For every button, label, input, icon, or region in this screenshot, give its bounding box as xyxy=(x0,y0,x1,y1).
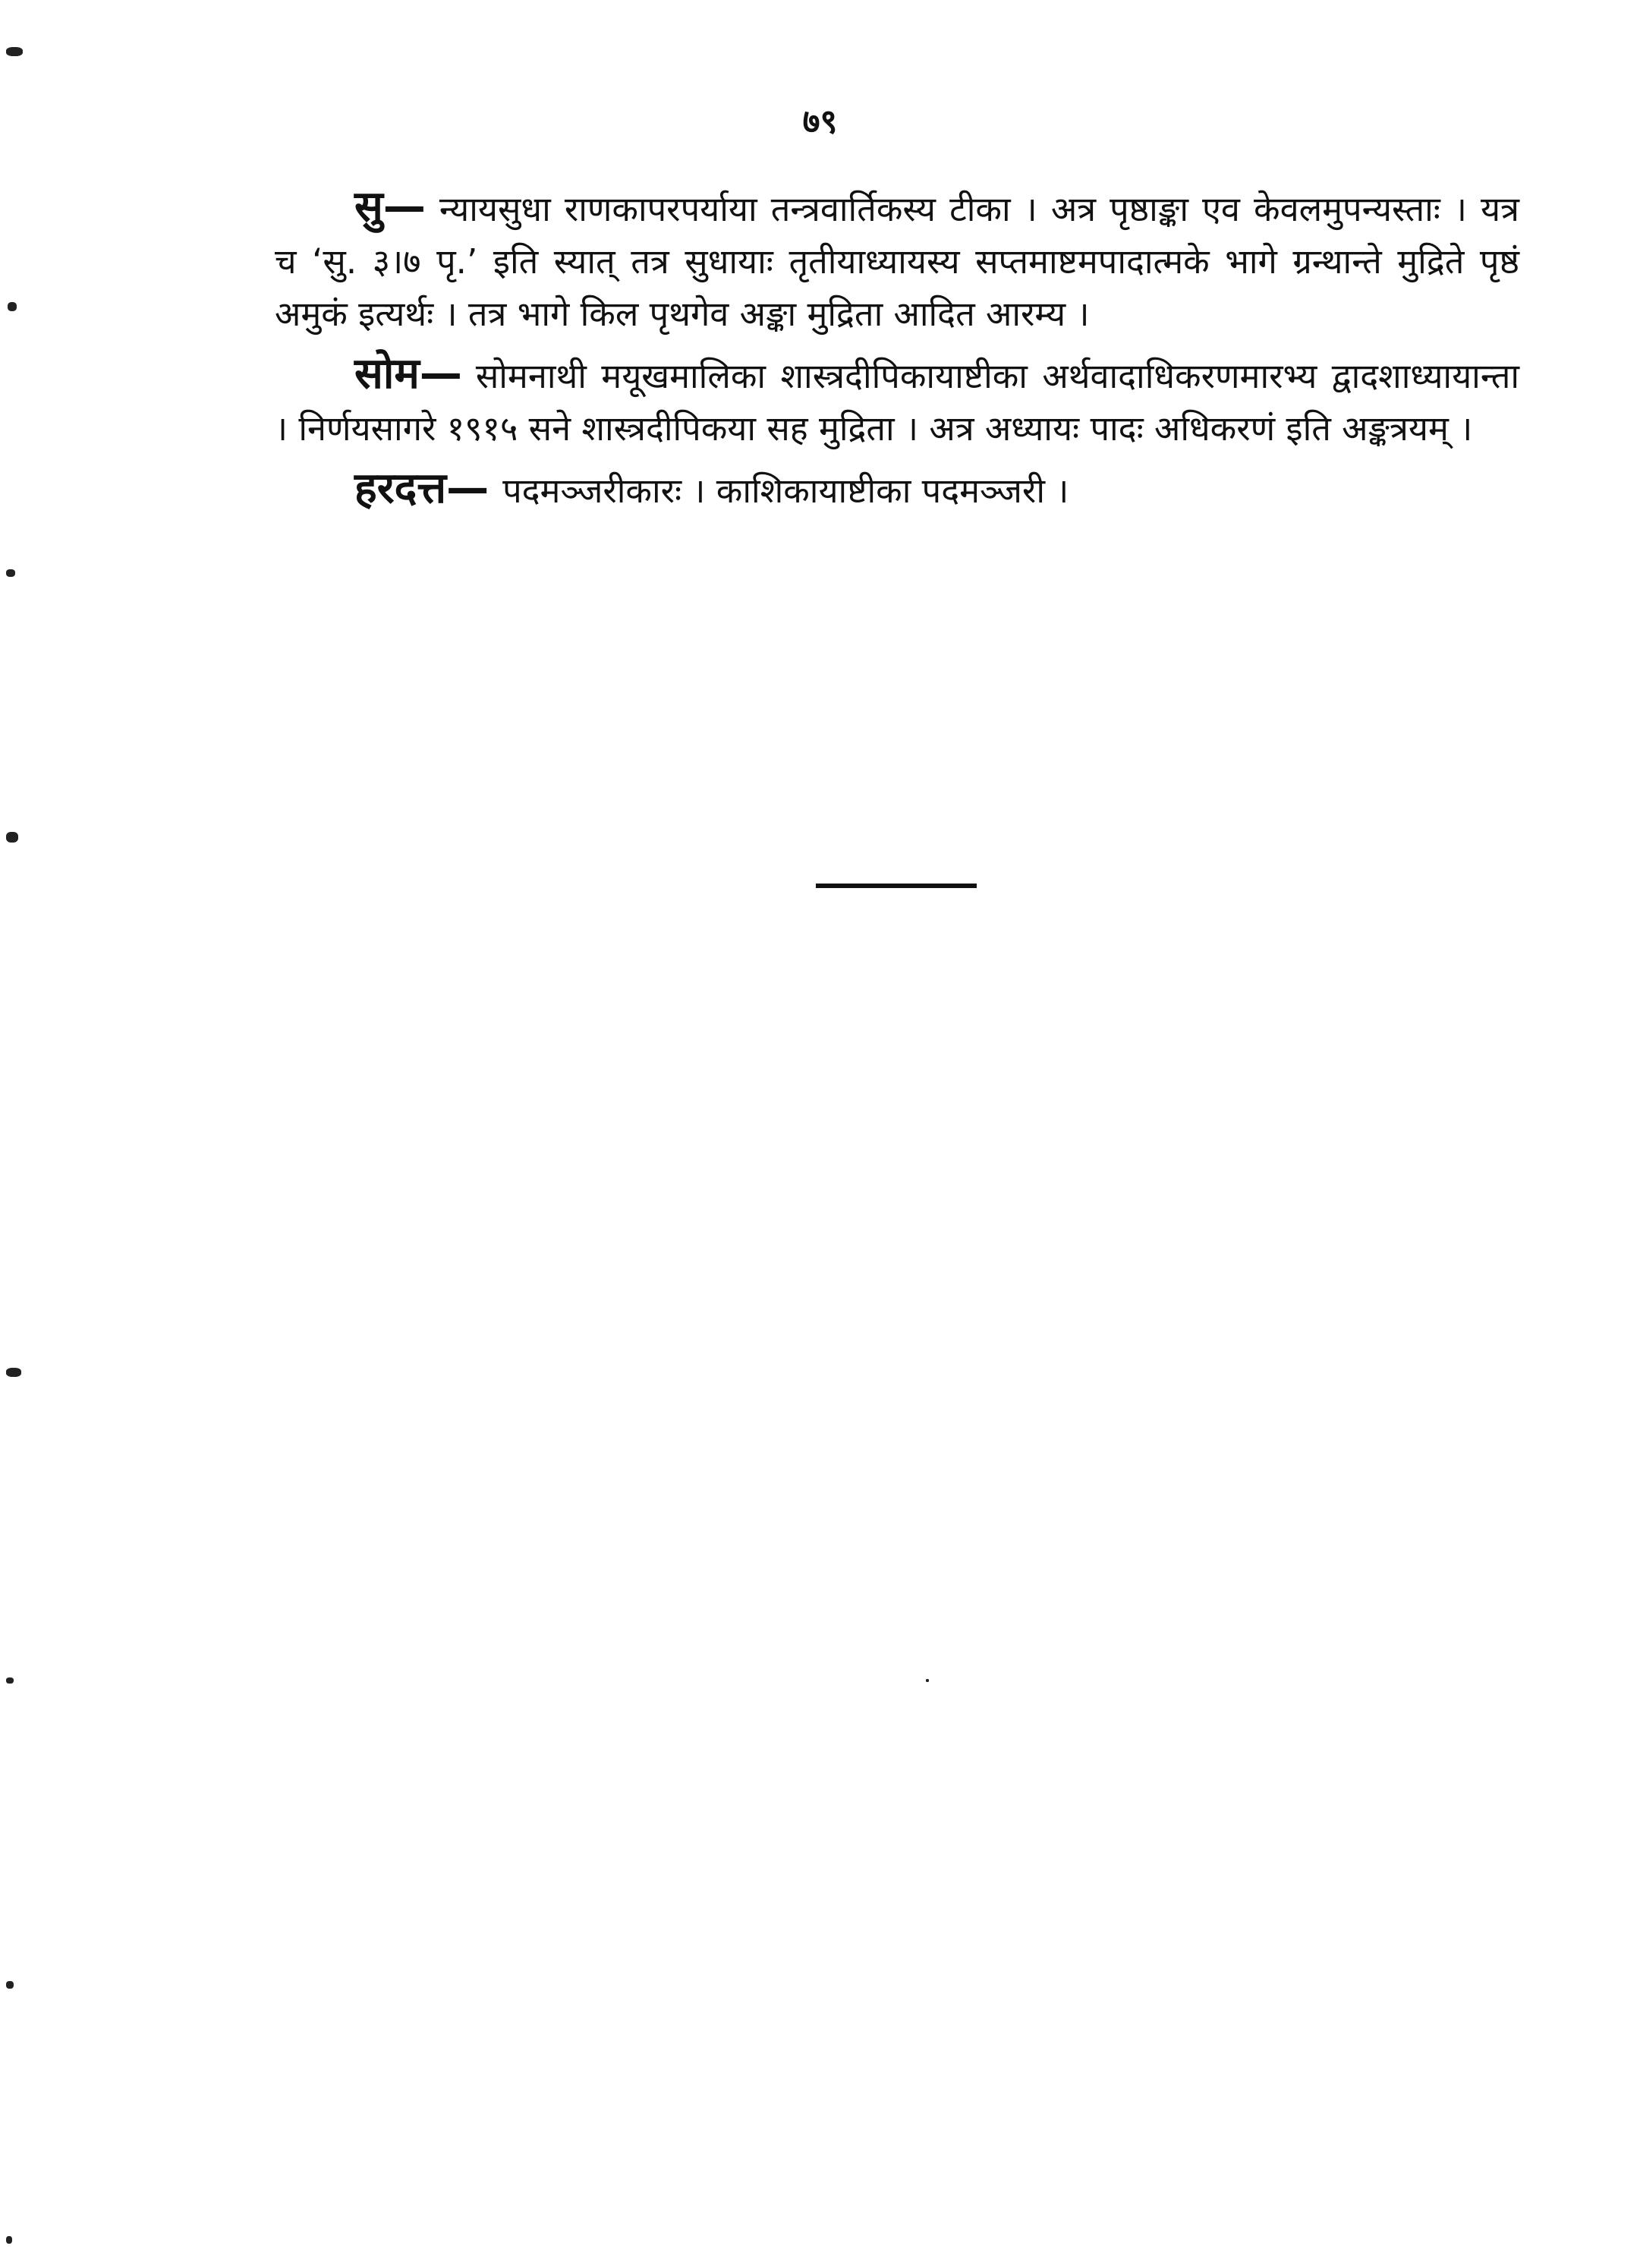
entry-text: पदमञ्जरीकारः । काशिकायाष्टीका पदमञ्जरी । xyxy=(502,471,1069,511)
glossary-entry-soma xyxy=(275,348,1519,455)
page-number: ७९ xyxy=(802,102,838,141)
entry-text: न्यायसुधा राणकापरपर्याया तन्त्रवार्तिकस्य टीका । अत्र पृष्ठाङ्का एव केवलमुपन्यस्ताः । यत्र च ‘सु. ३।७ पृ.’ इति स्यात् तत्र सुधायाः तृतीयाध्यायस्य सप्तमाष्टमपादात्मके भागे ग्रन्थान्ते मुद्रिते पृष्ठं अमुकं इत्यर्थः । तत्र भागे किल पृथगेव अङ्का मुद्रिता आदित आरम्य । xyxy=(275,189,1519,334)
entry-term: हरदत्त— xyxy=(354,464,489,513)
scan-speck xyxy=(6,2236,12,2244)
entry-term: सोम— xyxy=(354,349,462,398)
scan-speck xyxy=(926,1679,929,1682)
glossary-entry-haradatta xyxy=(275,462,1519,517)
scan-speck xyxy=(6,1368,21,1377)
scan-speck xyxy=(6,1981,14,1989)
section-divider xyxy=(816,884,977,888)
scan-speck xyxy=(6,832,18,843)
scan-speck xyxy=(6,1677,14,1684)
scan-speck xyxy=(6,569,15,577)
glossary-entry-su xyxy=(275,181,1519,340)
scan-speck xyxy=(8,302,17,311)
glossary-entries xyxy=(275,181,1519,524)
entry-text: सोमनाथी मयूखमालिका शास्त्रदीपिकायाष्टीका अर्थवादाधिकरणमारभ्य द्वादशाध्यायान्ता । निर्णयसागरे १९१५ सने शास्त्रदीपिकया सह मुद्रिता । अत्र अध्यायः पादः अधिकरणं इति अङ्कत्रयम् । xyxy=(275,356,1519,449)
entry-term: सु— xyxy=(354,182,426,232)
scan-speck xyxy=(6,47,23,56)
